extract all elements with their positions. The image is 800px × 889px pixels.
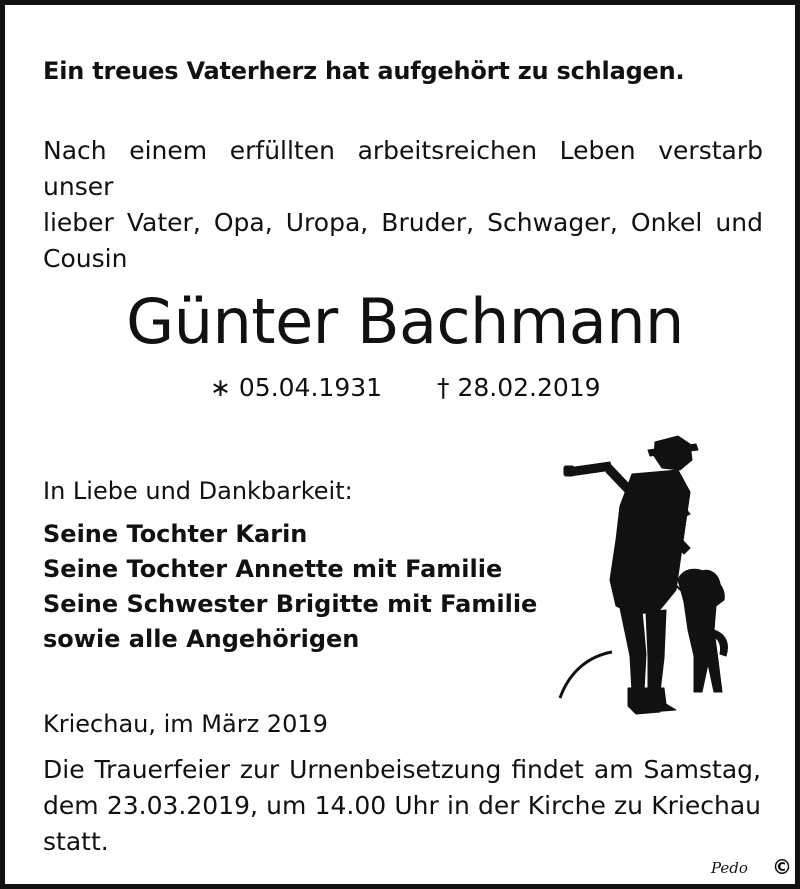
death-date: † 28.02.2019 (437, 373, 601, 402)
birth-date: ∗ 05.04.1931 (210, 373, 383, 402)
intro-line: lieber Vater, Opa, Uropa, Bruder, Schwager, Onkel und (43, 208, 763, 237)
intro-line: Nach einem erfüllten arbeitsreichen Leben verstarb unser (43, 136, 763, 201)
ceremony-text (43, 752, 761, 860)
ceremony-line: dem 23.03.2019, um 14.00 Uhr in der Kirche zu Kriechau (43, 791, 761, 820)
family-member: Seine Schwester Brigitte mit Familie (43, 590, 538, 618)
hunter-with-dog-icon (550, 430, 740, 730)
family-member: sowie alle Angehörigen (43, 625, 360, 653)
ceremony-line: statt. (43, 827, 109, 856)
thanks-label: In Liebe und Dankbarkeit: (43, 477, 353, 505)
place-date: Kriechau, im März 2019 (43, 710, 328, 738)
headline: Ein treues Vaterherz hat aufgehört zu schlagen. (43, 57, 685, 85)
intro-line: Cousin (43, 244, 128, 273)
copyright-icon: © (772, 855, 792, 879)
ceremony-line: Die Trauerfeier zur Urnenbeisetzung findet am Samstag, (43, 755, 761, 784)
family-member: Seine Tochter Annette mit Familie (43, 555, 503, 583)
family-list (43, 517, 537, 657)
family-member: Seine Tochter Karin (43, 520, 308, 548)
deceased-name: Günter Bachmann (126, 285, 684, 358)
signature: Pedo (711, 859, 748, 877)
intro-text (43, 133, 763, 277)
